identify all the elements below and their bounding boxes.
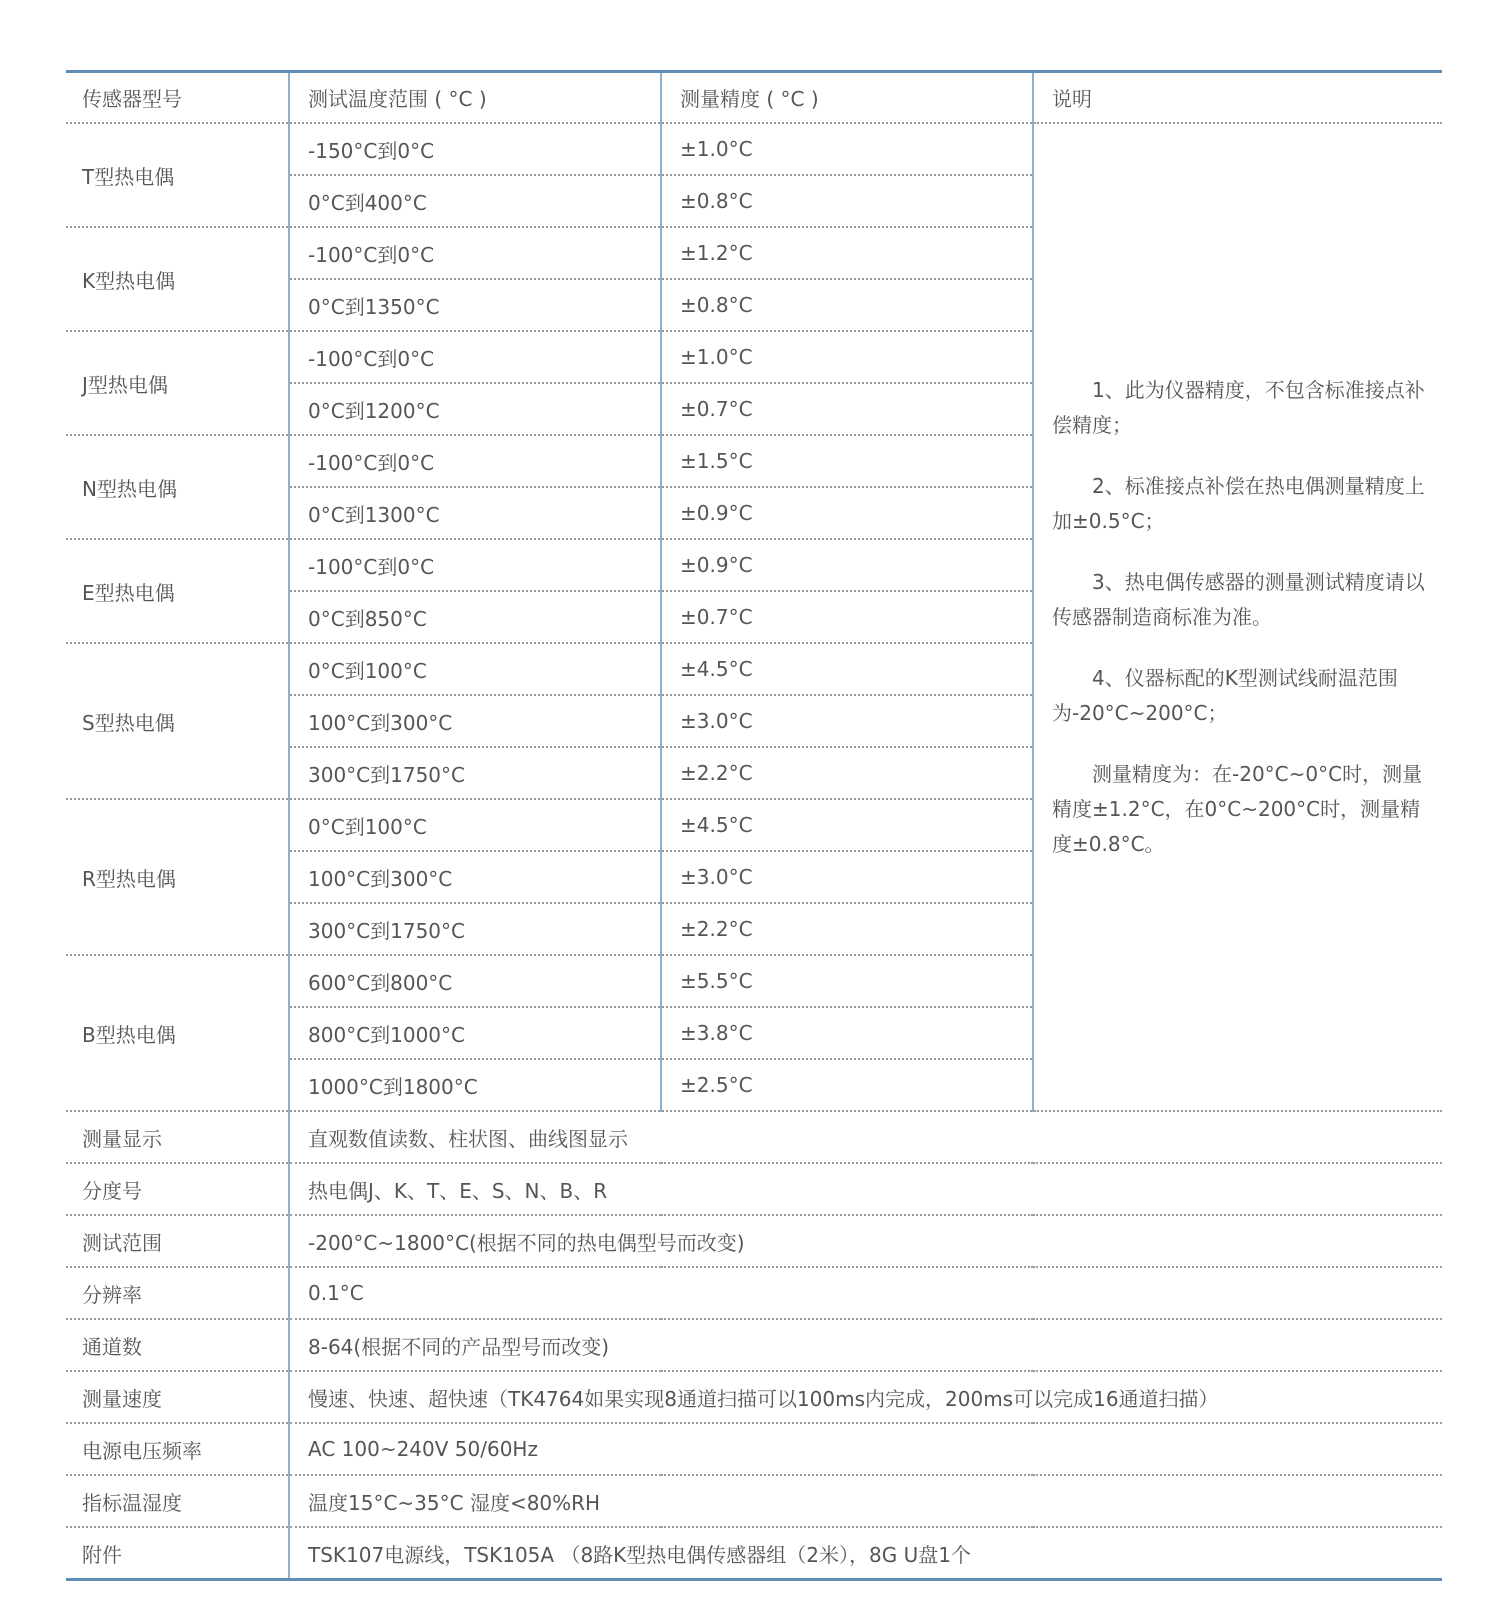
temp-range: 0°C到100°C xyxy=(289,643,661,695)
spec-row xyxy=(66,1267,1442,1319)
header-notes: 说明 xyxy=(1033,72,1442,124)
accuracy: ±3.0°C xyxy=(661,851,1033,903)
temp-range: 0°C到100°C xyxy=(289,799,661,851)
accuracy: ±0.7°C xyxy=(661,383,1033,435)
spec-label: 测量速度 xyxy=(66,1371,289,1423)
temp-range: -100°C到0°C xyxy=(289,539,661,591)
sensor-type: R型热电偶 xyxy=(66,799,289,955)
accuracy: ±0.8°C xyxy=(661,175,1033,227)
temp-range: -100°C到0°C xyxy=(289,227,661,279)
spec-label: 分辨率 xyxy=(66,1267,289,1319)
temp-range: -150°C到0°C xyxy=(289,123,661,175)
temp-range: 800°C到1000°C xyxy=(289,1007,661,1059)
spec-value: 8-64(根据不同的产品型号而改变) xyxy=(289,1319,1442,1371)
temp-range: 100°C到300°C xyxy=(289,695,661,747)
header-row xyxy=(66,72,1442,124)
accuracy: ±1.2°C xyxy=(661,227,1033,279)
note-paragraph: 2、标准接点补偿在热电偶测量精度上加±0.5°C； xyxy=(1052,473,1425,533)
accuracy: ±3.8°C xyxy=(661,1007,1033,1059)
accuracy: ±3.0°C xyxy=(661,695,1033,747)
sensor-type: S型热电偶 xyxy=(66,643,289,799)
spec-row xyxy=(66,1475,1442,1527)
temp-range: -100°C到0°C xyxy=(289,331,661,383)
header-accuracy: 测量精度 ( °C ) xyxy=(661,72,1033,124)
accuracy: ±2.2°C xyxy=(661,903,1033,955)
spec-row xyxy=(66,1215,1442,1267)
spec-label: 附件 xyxy=(66,1527,289,1580)
spec-value: 0.1°C xyxy=(289,1267,1442,1319)
accuracy: ±2.5°C xyxy=(661,1059,1033,1111)
temp-range: 300°C到1750°C xyxy=(289,903,661,955)
sensor-type: B型热电偶 xyxy=(66,955,289,1111)
spec-value: 直观数值读数、柱状图、曲线图显示 xyxy=(289,1111,1442,1163)
spec-label: 通道数 xyxy=(66,1319,289,1371)
spec-row xyxy=(66,1371,1442,1423)
accuracy: ±1.5°C xyxy=(661,435,1033,487)
accuracy: ±2.2°C xyxy=(661,747,1033,799)
temp-range: 0°C到1350°C xyxy=(289,279,661,331)
spec-row xyxy=(66,1163,1442,1215)
spec-table xyxy=(66,70,1442,1581)
temp-range: 0°C到400°C xyxy=(289,175,661,227)
spec-value: 热电偶J、K、T、E、S、N、B、R xyxy=(289,1163,1442,1215)
temp-range: 0°C到1200°C xyxy=(289,383,661,435)
spec-row xyxy=(66,1111,1442,1163)
sensor-type: K型热电偶 xyxy=(66,227,289,331)
accuracy: ±1.0°C xyxy=(661,123,1033,175)
temp-range: 1000°C到1800°C xyxy=(289,1059,661,1111)
note-paragraph: 3、热电偶传感器的测量测试精度请以传感器制造商标准为准。 xyxy=(1052,569,1425,629)
accuracy: ±0.8°C xyxy=(661,279,1033,331)
note-paragraph: 测量精度为：在-20°C~0°C时，测量精度±1.2°C，在0°C~200°C时，测量精度±0.8°C。 xyxy=(1052,761,1423,856)
spec-row xyxy=(66,1423,1442,1475)
accuracy: ±5.5°C xyxy=(661,955,1033,1007)
note-paragraph: 1、此为仪器精度，不包含标准接点补偿精度； xyxy=(1052,377,1425,437)
spec-label: 指标温湿度 xyxy=(66,1475,289,1527)
sensor-row xyxy=(66,123,1442,175)
accuracy: ±4.5°C xyxy=(661,643,1033,695)
spec-label: 测试范围 xyxy=(66,1215,289,1267)
temp-range: 300°C到1750°C xyxy=(289,747,661,799)
spec-row xyxy=(66,1527,1442,1580)
temp-range: 0°C到850°C xyxy=(289,591,661,643)
sensor-type: E型热电偶 xyxy=(66,539,289,643)
spec-row xyxy=(66,1319,1442,1371)
notes-cell xyxy=(1033,123,1442,1111)
spec-label: 分度号 xyxy=(66,1163,289,1215)
temp-range: 100°C到300°C xyxy=(289,851,661,903)
temp-range: -100°C到0°C xyxy=(289,435,661,487)
sensor-type: T型热电偶 xyxy=(66,123,289,227)
spec-label: 电源电压频率 xyxy=(66,1423,289,1475)
temp-range: 600°C到800°C xyxy=(289,955,661,1007)
spec-value: 温度15°C~35°C 湿度<80%RH xyxy=(289,1475,1442,1527)
header-model: 传感器型号 xyxy=(66,72,289,124)
spec-label: 测量显示 xyxy=(66,1111,289,1163)
spec-value: TSK107电源线，TSK105A （8路K型热电偶传感器组（2米），8G U盘1个 xyxy=(289,1527,1442,1580)
sensor-type: N型热电偶 xyxy=(66,435,289,539)
note-paragraph: 4、仪器标配的K型测试线耐温范围为-20°C~200°C； xyxy=(1052,665,1398,725)
accuracy: ±0.7°C xyxy=(661,591,1033,643)
spec-value: 慢速、快速、超快速（TK4764如果实现8通道扫描可以100ms内完成，200ms可以完成16通道扫描） xyxy=(289,1371,1442,1423)
temp-range: 0°C到1300°C xyxy=(289,487,661,539)
accuracy: ±0.9°C xyxy=(661,487,1033,539)
accuracy: ±4.5°C xyxy=(661,799,1033,851)
sensor-type: J型热电偶 xyxy=(66,331,289,435)
spec-value: -200°C~1800°C(根据不同的热电偶型号而改变) xyxy=(289,1215,1442,1267)
spec-value: AC 100~240V 50/60Hz xyxy=(289,1423,1442,1475)
accuracy: ±1.0°C xyxy=(661,331,1033,383)
accuracy: ±0.9°C xyxy=(661,539,1033,591)
header-range: 测试温度范围 ( °C ) xyxy=(289,72,661,124)
